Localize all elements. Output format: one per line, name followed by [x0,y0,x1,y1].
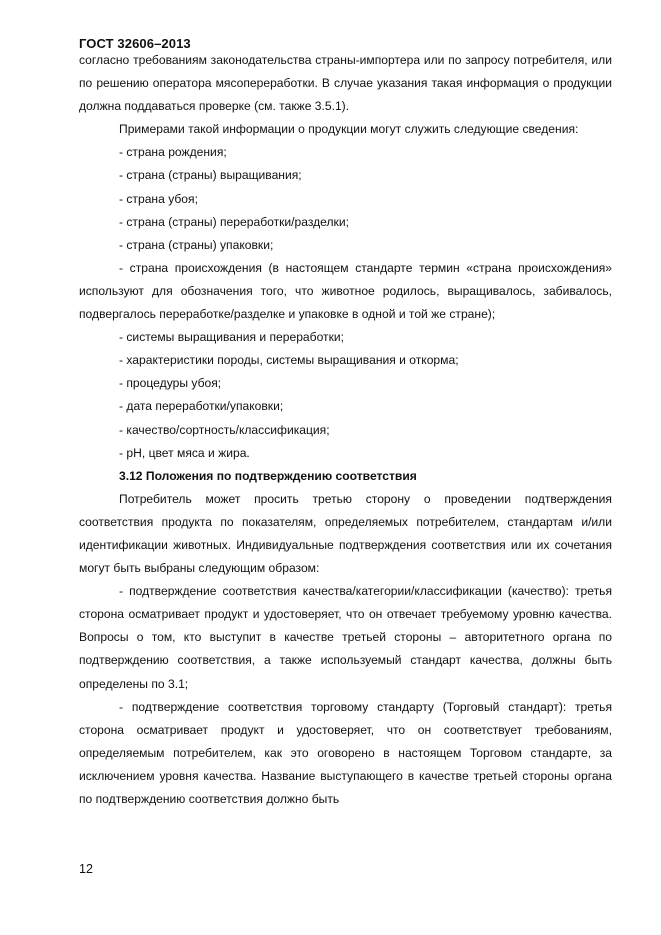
list-item-breed-characteristics: - характеристики породы, системы выращивания и откорма; [119,353,459,368]
list-item-slaughter-country: - страна убоя; [119,191,198,206]
paragraph-continuation: согласно требованиям законодательства страны-импортера или по запросу потребителя, или по решению оператора мясопереработки. В случае указания такая информация о продукции должна поддаваться проверке (см. также 3.5.1). [79,53,612,114]
list-item-rearing-country: - страна (страны) выращивания; [119,168,302,183]
list-item-ph-color: - pH, цвет мяса и жира. [119,445,250,460]
list-item-birth-country: - страна рождения; [119,145,227,160]
document-body [79,49,612,811]
list-item-slaughter-procedures: - процедуры убоя; [119,376,222,391]
paragraph-examples-intro: Примерами такой информации о продукции могут служить следующие сведения: [119,122,579,137]
section-heading: 3.12 Положения по подтверждению соответствия [119,468,417,483]
page-number: 12 [79,862,93,876]
list-item-processing-date: - дата переработки/упаковки; [119,399,284,414]
paragraph-quality-conformity: - подтверждение соответствия качества/категории/классификации (качество): третья сторона осматривает продукт и удостоверяет, что он отвечает требуемому уровню качества. Вопросы о том, кто выступит в качестве третьей стороны – авторитетного органа по подтверждению соответствия, а также используемый стандарт качества, должны быть определены по 3.1; [79,584,612,691]
list-item-packing-country: - страна (страны) упаковки; [119,237,274,252]
paragraph-conformity-intro: Потребитель может просить третью сторону о проведении подтверждения соответствия продукта по показателям, определяемых потребителем, стандартам и/или идентификации животных. Индивидуальные подтверждения соответствия или их сочетания могут быть выбраны следующим образом: [79,491,612,576]
standard-code-header: ГОСТ 32606–2013 [79,36,191,51]
list-item-quality-grade: - качество/сортность/классификация; [119,422,330,437]
list-item-production-systems: - системы выращивания и переработки; [119,330,344,345]
list-item-processing-country: - страна (страны) переработки/разделки; [119,214,349,229]
paragraph-trade-standard-conformity: - подтверждение соответствия торговому стандарту (Торговый стандарт): третья сторона осматривает продукт и удостоверяет, что он соответствует требованиям, определяемым потребителем, как это оговорено в настоящем Торговом стандарте, за исключением уровня качества. Название выступающего в качестве третьей стороны органа по подтверждению соответствия должно быть [79,699,612,806]
list-item-origin-country: - страна происхождения (в настоящем стандарте термин «страна происхождения» используют для обозначения того, что животное родилось, выращивалось, забивалось, подвергалось переработке/разделке и упаковке в одной и той же стране); [79,260,612,322]
